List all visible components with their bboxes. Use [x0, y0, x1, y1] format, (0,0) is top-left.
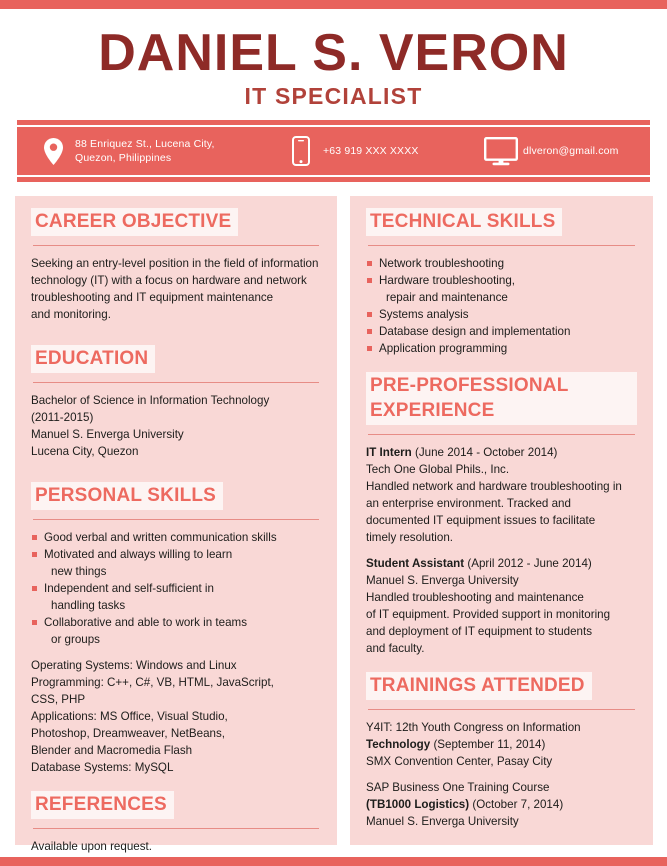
proficiency-line: Blender and Macromedia Flash — [31, 744, 193, 757]
experience-heading-line-2: EXPERIENCE — [370, 400, 495, 421]
technical-skills-divider — [368, 245, 635, 246]
education-heading: EDUCATION — [31, 345, 155, 373]
list-item: Collaborative and able to work in teams — [31, 614, 321, 631]
proficiency-line: Operating Systems: Windows and Linux — [31, 659, 237, 672]
training-venue: SMX Convention Center, Pasay City — [366, 755, 553, 768]
training-entry — [366, 719, 637, 770]
contact-bar-wrapper — [17, 120, 650, 182]
experience-org: Tech One Global Phils., Inc. — [366, 463, 510, 476]
list-item: Database design and implementation — [366, 323, 637, 340]
education-divider — [33, 382, 319, 383]
training-title-tail: (TB1000 Logistics) — [366, 798, 470, 811]
list-item: Application programming — [366, 340, 637, 357]
experience-dates: (June 2014 - October 2014) — [414, 446, 558, 459]
desktop-monitor-icon — [479, 137, 523, 166]
objective-line: Seeking an entry-level position in the field of information — [31, 257, 319, 270]
bottom-accent-rule — [0, 857, 667, 866]
left-column — [15, 196, 337, 853]
references-heading: REFERENCES — [31, 791, 174, 819]
career-objective-divider — [33, 245, 319, 246]
right-column — [350, 196, 653, 845]
experience-heading-line-1: PRE-PROFESSIONAL — [370, 375, 569, 396]
training-entry — [366, 779, 637, 830]
section-technical-skills — [366, 208, 637, 357]
experience-dates: (April 2012 - June 2014) — [467, 557, 592, 570]
candidate-name: DANIEL S. VERON — [98, 24, 569, 82]
experience-role-line — [366, 555, 637, 572]
trainings-divider — [368, 709, 635, 710]
technical-skills-heading: TECHNICAL SKILLS — [366, 208, 562, 236]
list-item-continuation: or groups — [51, 633, 100, 646]
experience-desc-line: an enterprise environment. Tracked and — [366, 497, 571, 510]
section-education — [31, 345, 321, 460]
list-item: Independent and self-sufficient in — [31, 580, 321, 597]
address-line-2: Quezon, Philippines — [75, 152, 172, 164]
trainings-heading: TRAININGS ATTENDED — [366, 672, 592, 700]
training-title-tail: Technology — [366, 738, 431, 751]
section-personal-skills — [31, 482, 321, 776]
list-item: Network troubleshooting — [366, 255, 637, 272]
education-school: Manuel S. Enverga University — [31, 428, 184, 441]
experience-role: Student Assistant — [366, 557, 465, 570]
address-text — [75, 137, 215, 165]
experience-desc-line: documented IT equipment issues to facilitate — [366, 514, 596, 527]
proficiency-line: CSS, PHP — [31, 693, 86, 706]
experience-divider — [368, 434, 635, 435]
phone-text: +63 919 XXX XXXX — [323, 144, 419, 157]
training-date: (October 7, 2014) — [472, 798, 564, 811]
personal-skills-heading: PERSONAL SKILLS — [31, 482, 223, 510]
location-pin-icon — [31, 138, 75, 165]
experience-entry — [366, 444, 637, 546]
technical-skills-list — [366, 255, 637, 357]
experience-org: Manuel S. Enverga University — [366, 574, 519, 587]
training-title-line-2 — [366, 796, 637, 813]
training-title-line-1: Y4IT: 12th Youth Congress on Information — [366, 721, 581, 734]
experience-desc-line: and deployment of IT equipment to students — [366, 625, 593, 638]
objective-line: technology (IT) with a focus on hardware and network — [31, 274, 307, 287]
proficiency-line: Applications: MS Office, Visual Studio, — [31, 710, 228, 723]
contact-phone — [279, 136, 479, 166]
section-references — [31, 791, 321, 855]
email-text: dlveron@gmail.com — [523, 144, 619, 157]
education-degree: Bachelor of Science in Information Technology — [31, 394, 270, 407]
section-career-objective — [31, 208, 321, 323]
experience-desc-line: and faculty. — [366, 642, 425, 655]
list-item: Good verbal and written communication skills — [31, 529, 321, 546]
training-venue: Manuel S. Enverga University — [366, 815, 519, 828]
objective-line: troubleshooting and IT equipment maintenance — [31, 291, 274, 304]
education-entry — [31, 392, 321, 460]
personal-skills-divider — [33, 519, 319, 520]
training-title-line-2 — [366, 736, 637, 753]
experience-desc-line: Handled network and hardware troubleshooting in — [366, 480, 622, 493]
section-trainings — [366, 672, 637, 830]
personal-skills-list — [31, 529, 321, 648]
contact-address — [31, 137, 279, 165]
address-line-1: 88 Enriquez St., Lucena City, — [75, 138, 215, 150]
resume-header — [0, 9, 667, 120]
career-objective-heading: CAREER OBJECTIVE — [31, 208, 238, 236]
proficiency-line: Photoshop, Dreamweaver, NetBeans, — [31, 727, 225, 740]
list-item: Systems analysis — [366, 306, 637, 323]
candidate-title: IT SPECIALIST — [244, 83, 423, 109]
smartphone-icon — [279, 136, 323, 166]
experience-entry — [366, 555, 637, 657]
training-title-line-1: SAP Business One Training Course — [366, 781, 550, 794]
experience-role: IT Intern — [366, 446, 412, 459]
list-item-continuation: repair and maintenance — [386, 291, 508, 304]
contact-stripe-top — [17, 120, 650, 125]
contact-email — [479, 137, 650, 166]
contact-stripe-bottom — [17, 177, 650, 182]
experience-role-line — [366, 444, 637, 461]
proficiency-line: Database Systems: MySQL — [31, 761, 174, 774]
list-item-continuation: handling tasks — [51, 599, 126, 612]
list-item-continuation: new things — [51, 565, 107, 578]
proficiency-line: Programming: C++, C#, VB, HTML, JavaScript, — [31, 676, 274, 689]
career-objective-text — [31, 255, 321, 323]
education-location: Lucena City, Quezon — [31, 445, 139, 458]
experience-desc-line: Handled troubleshooting and maintenance — [366, 591, 584, 604]
list-item: Hardware troubleshooting, — [366, 272, 637, 289]
references-text: Available upon request. — [31, 840, 152, 853]
contact-bar — [17, 127, 650, 175]
technical-proficiencies-text — [31, 657, 321, 776]
top-accent-rule — [0, 0, 667, 9]
list-item: Motivated and always willing to learn — [31, 546, 321, 563]
experience-desc-line: of IT equipment. Provided support in monitoring — [366, 608, 611, 621]
training-date: (September 11, 2014) — [433, 738, 546, 751]
section-experience — [366, 372, 637, 657]
experience-desc-line: timely resolution. — [366, 531, 453, 544]
education-years: (2011-2015) — [31, 411, 94, 424]
references-divider — [33, 828, 319, 829]
experience-heading — [366, 372, 637, 425]
objective-line: and monitoring. — [31, 308, 111, 321]
